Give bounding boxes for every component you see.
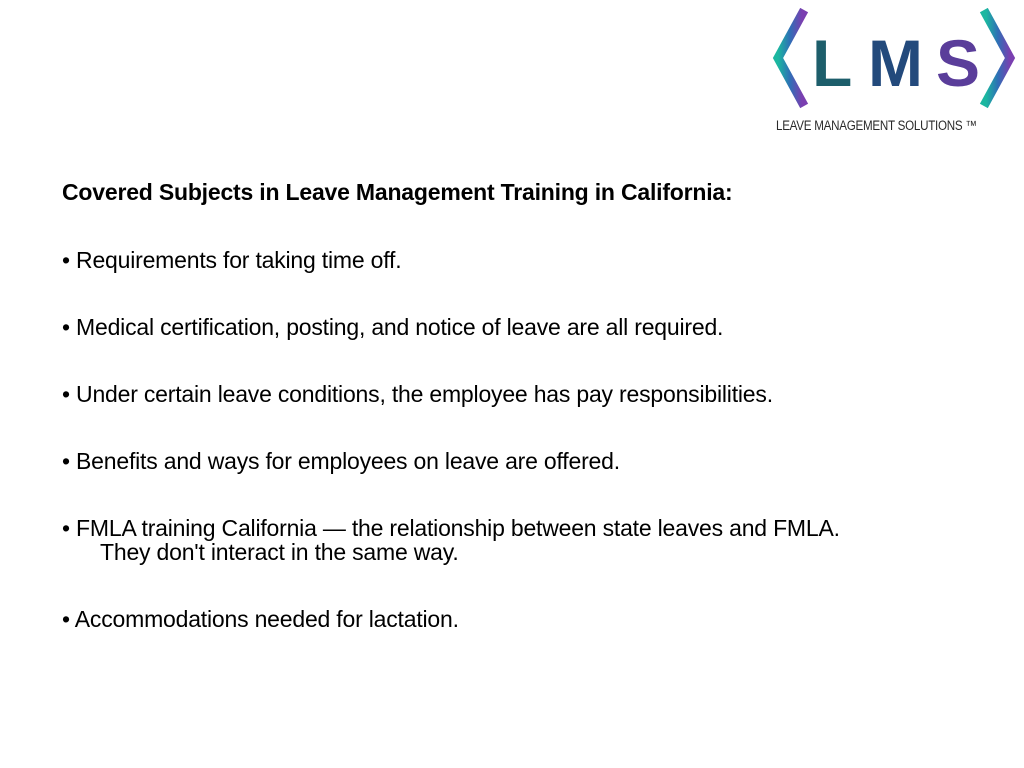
bullet-text: • Under certain leave conditions, the employee has pay responsibilities. — [62, 381, 773, 407]
bullet-text: • Accommodations needed for lactation. — [62, 606, 459, 632]
logo-letter-s: S — [936, 26, 981, 100]
logo-tagline: LEAVE MANAGEMENT SOLUTIONS ™ — [776, 118, 977, 133]
bullet-item — [62, 605, 1002, 633]
bullet-item — [62, 246, 1002, 274]
slide-heading: Covered Subjects in Leave Management Training in California: — [62, 179, 733, 205]
bullet-item — [62, 514, 1002, 566]
slide-content — [62, 178, 1002, 672]
bullet-text: • FMLA training California — the relationship between state leaves and FMLA. — [62, 515, 840, 541]
bullet-text: • Medical certification, posting, and notice of leave are all required. — [62, 314, 724, 340]
logo-letter-m: M — [868, 26, 923, 100]
logo-right-bracket — [986, 14, 1010, 102]
bullet-continuation: They don't interact in the same way. — [100, 539, 459, 565]
bullet-item — [62, 447, 1002, 475]
bullet-item — [62, 380, 1002, 408]
lms-logo — [772, 8, 1016, 142]
bullet-text: • Requirements for taking time off. — [62, 247, 402, 273]
bullet-text: • Benefits and ways for employees on leave are offered. — [62, 448, 620, 474]
bullet-list — [62, 246, 1002, 633]
bullet-item — [62, 313, 1002, 341]
lms-logo-mark — [772, 8, 1016, 118]
logo-left-bracket — [778, 14, 802, 102]
logo-letter-l: L — [812, 26, 853, 100]
